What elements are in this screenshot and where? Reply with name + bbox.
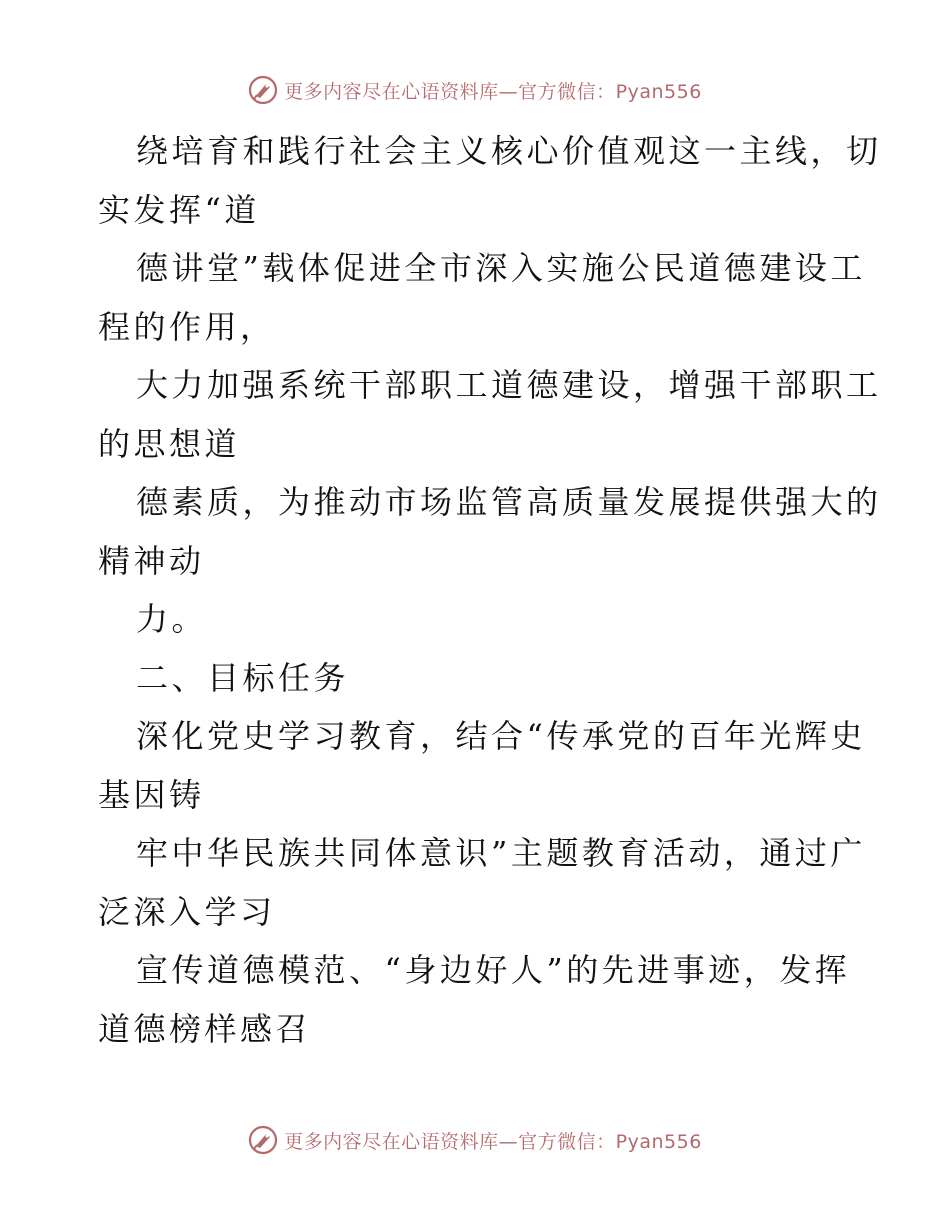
document-body bbox=[98, 122, 882, 1058]
footer-watermark-text: 更多内容尽在心语资料库—官方微信：Pyan556 bbox=[284, 1130, 702, 1153]
paragraph-line: 力。 bbox=[136, 600, 208, 638]
section-heading: 二、目标任务 bbox=[136, 658, 350, 697]
paragraph-line: 道德榜样感召 bbox=[98, 1009, 312, 1048]
paragraph-line: 大力加强系统干部职工道德建设，增强干部职工 bbox=[136, 366, 882, 404]
paragraph-line: 实发挥“道 bbox=[98, 190, 260, 229]
paragraph-line: 泛深入学习 bbox=[98, 892, 276, 931]
paragraph-line: 德素质，为推动市场监管高质量发展提供强大的 bbox=[136, 483, 882, 521]
pen-nib-logo-icon bbox=[248, 1125, 278, 1155]
paragraph-line: 基因铸 bbox=[98, 775, 205, 814]
paragraph-line: 绕培育和践行社会主义核心价值观这一主线，切 bbox=[136, 132, 882, 170]
paragraph-line: 深化党史学习教育，结合“传承党的百年光辉史 bbox=[136, 717, 866, 755]
paragraph-line: 德讲堂”载体促进全市深入实施公民道德建设工 bbox=[136, 249, 866, 287]
paragraph-line: 牢中华民族共同体意识”主题教育活动，通过广 bbox=[136, 834, 866, 872]
paragraph-line: 精神动 bbox=[98, 541, 205, 580]
header-watermark bbox=[0, 70, 950, 110]
pen-nib-logo-icon bbox=[248, 75, 278, 105]
paragraph-line: 宣传道德模范、“身边好人”的先进事迹，发挥 bbox=[136, 951, 851, 989]
paragraph-line: 的思想道 bbox=[98, 424, 241, 463]
paragraph-line: 程的作用， bbox=[98, 307, 276, 346]
footer-watermark bbox=[0, 1120, 950, 1160]
header-watermark-text: 更多内容尽在心语资料库—官方微信：Pyan556 bbox=[284, 80, 702, 103]
